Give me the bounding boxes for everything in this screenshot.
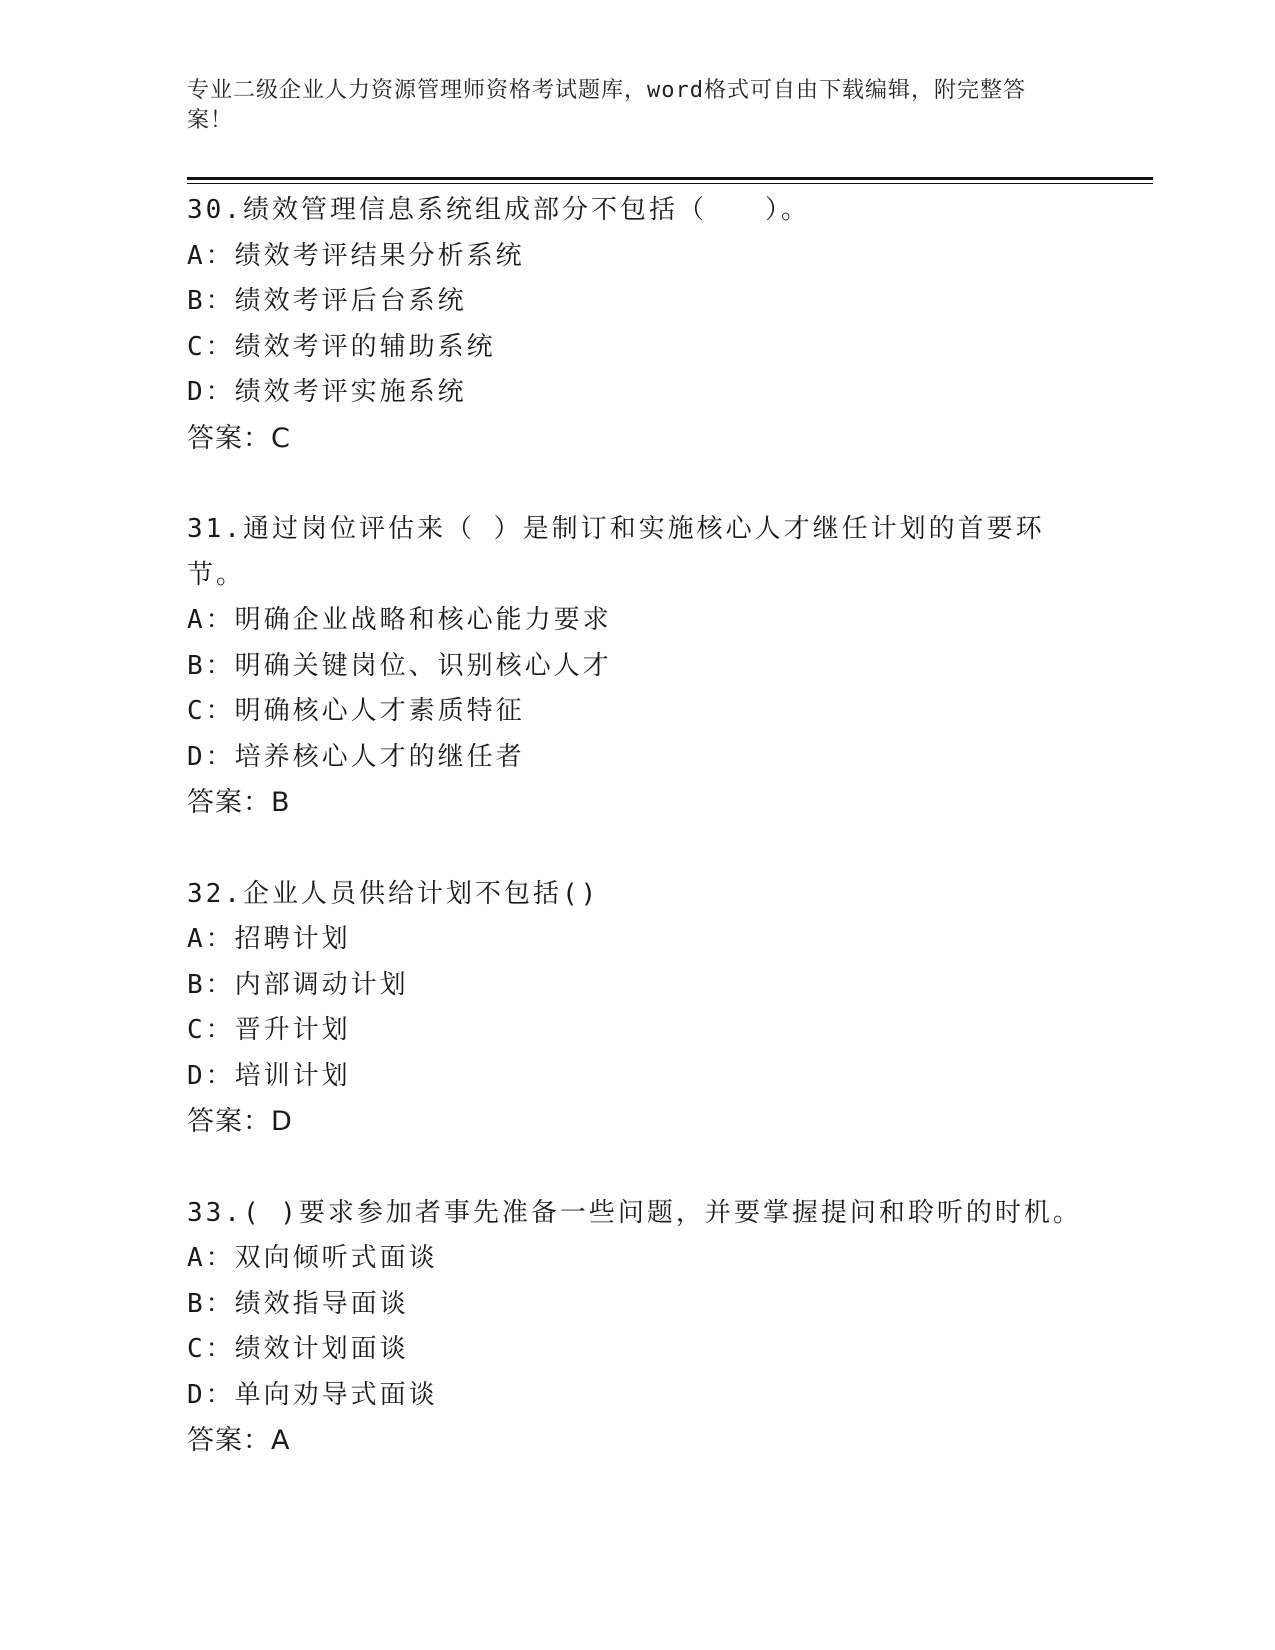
- option-d: D：培训计划: [187, 1060, 351, 1091]
- answer: 答案：D: [187, 1106, 293, 1137]
- option-a: A：招聘计划: [187, 924, 351, 954]
- option-d: D：单向劝导式面谈: [187, 1379, 438, 1410]
- option-b: B：明确关键岗位、识别核心人才: [187, 650, 612, 681]
- question-33: [187, 1191, 1087, 1464]
- question-list: [187, 188, 1087, 1464]
- option-a: A：绩效考评结果分析系统: [187, 240, 525, 271]
- header-divider-thick: [187, 177, 1153, 180]
- option-c: C：绩效考评的辅助系统: [187, 331, 496, 362]
- question-stem: 33.( )要求参加者事先准备一些问题，并要掌握提问和聆听的时机。: [187, 1197, 1082, 1228]
- question-31: [187, 507, 1087, 826]
- option-d: D：绩效考评实施系统: [187, 377, 467, 407]
- option-c: C：绩效计划面谈: [187, 1334, 409, 1364]
- answer: 答案：B: [187, 787, 291, 818]
- header-divider-thin: [187, 183, 1153, 184]
- answer: 答案：C: [187, 422, 291, 454]
- option-b: B：绩效指导面谈: [187, 1288, 409, 1319]
- question-30: [187, 188, 1087, 461]
- answer: 答案：A: [187, 1425, 291, 1456]
- option-b: B：内部调动计划: [187, 969, 409, 1000]
- document-header: 专业二级企业人力资源管理师资格考试题库，word格式可自由下载编辑，附完整答案！: [187, 78, 1026, 133]
- question-stem: 30.绩效管理信息系统组成部分不包括（ ）。: [187, 195, 810, 225]
- option-b: B：绩效考评后台系统: [187, 286, 467, 316]
- option-d: D：培养核心人才的继任者: [187, 741, 525, 772]
- option-c: C：晋升计划: [187, 1015, 351, 1045]
- option-a: A：明确企业战略和核心能力要求: [187, 605, 612, 635]
- question-32: [187, 872, 1087, 1145]
- option-a: A：双向倾听式面谈: [187, 1243, 438, 1273]
- option-c: C：明确核心人才素质特征: [187, 696, 525, 726]
- question-stem: 32.企业人员供给计划不包括(): [187, 878, 600, 909]
- question-stem: 31.通过岗位评估来（ ）是制订和实施核心人才继任计划的首要环节。: [187, 514, 1045, 590]
